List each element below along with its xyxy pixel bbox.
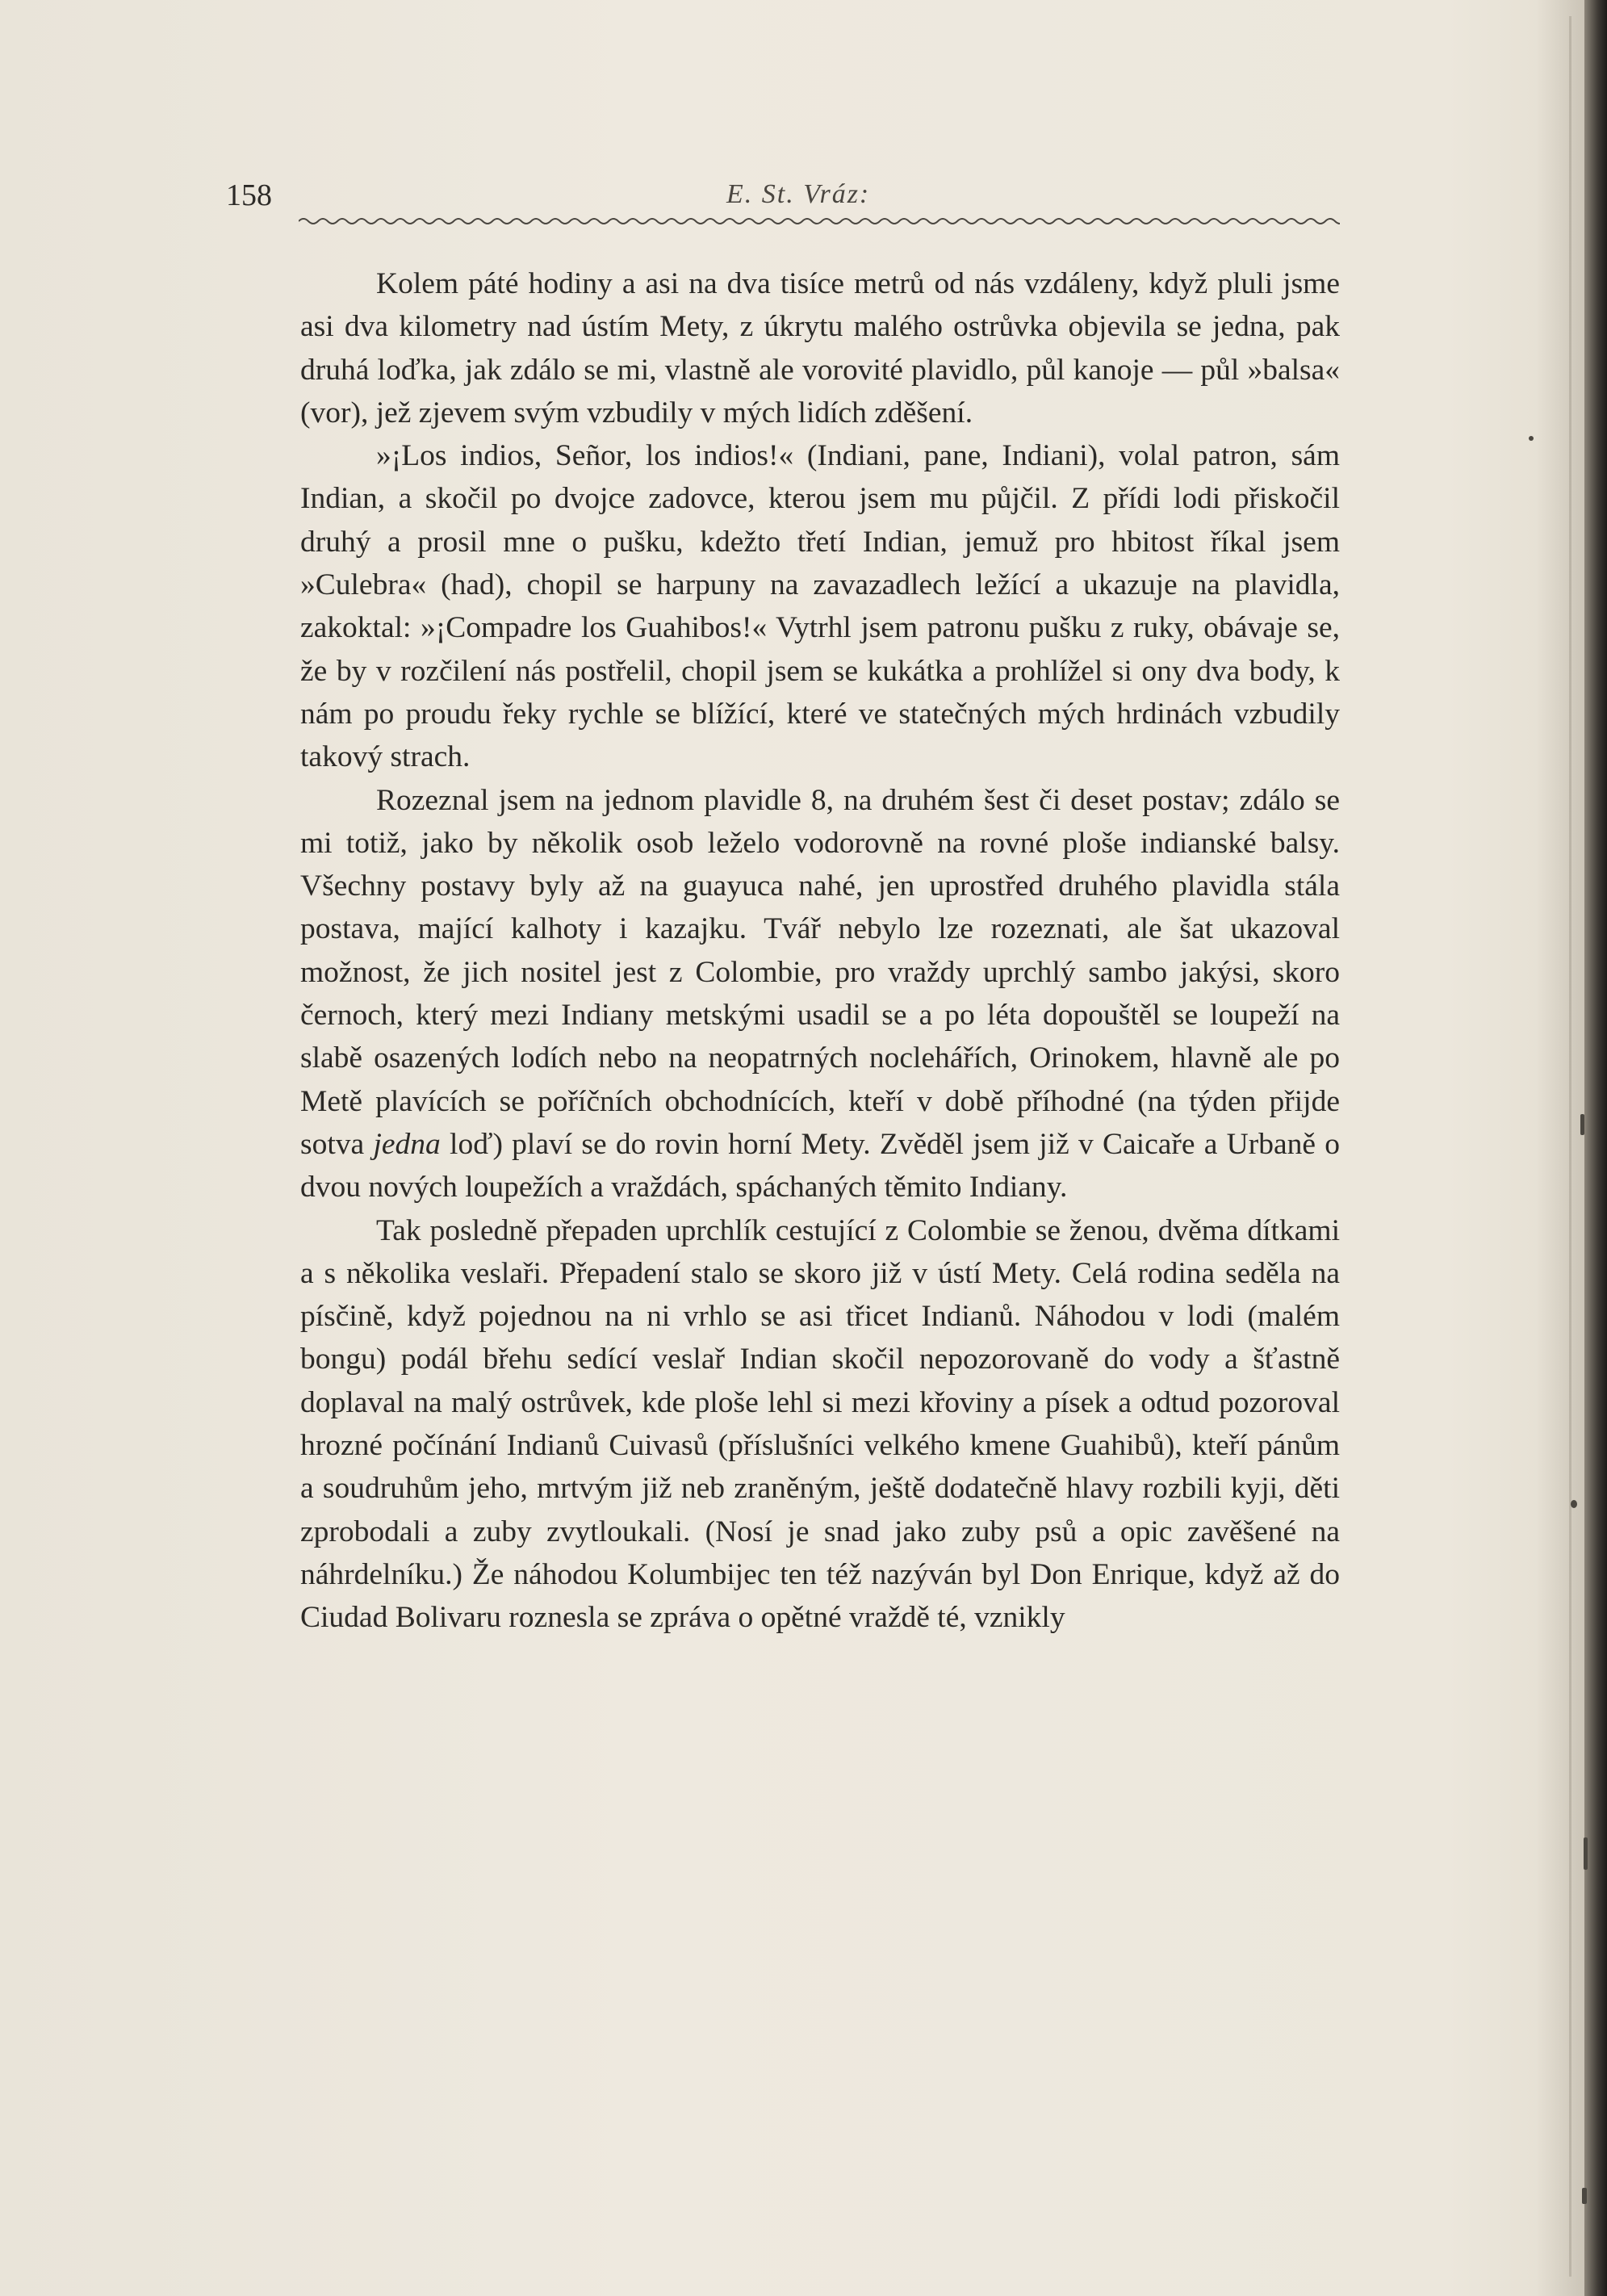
paragraph — [300, 779, 1340, 1209]
paragraph-text: loď) plaví se do rovin horní Mety. Zvěděl jsem již v Caicaře a Urbaně o dvou nových loupežích a vraždách, spáchaných těmito Indiany. — [300, 1127, 1341, 1205]
page-speck — [1584, 1837, 1588, 1870]
binding-edge — [1584, 0, 1607, 2296]
paragraph: Tak posledně přepaden uprchlík cestující z Colombie se ženou, dvěma dítkami a s několika veslaři. Přepadení stalo se skoro již v ústí Mety. Celá rodina seděla na písčině, když pojednou na ni vrhlo se asi třicet Indianů. Náhodou v lodi (malém bongu) podál břehu sedící veslař Indian skočil nepozorovaně do vody a šťastně doplaval na malý ostrůvek, kde ploše lehl si mezi křoviny a písek a odtud pozoroval hrozné počínání Indianů Cuivasů (příslušníci velkého kmene Guahibů), kteří pánům a soudruhům jeho, mrtvým již neb zraněným, ještě dodatečně hlavy rozbili kyji, děti zprobodali a zuby zvytloukali. (Nosí je snad jako zuby psů a opic zavěšené na náhrdelníku.) Že náhodou Kolumbijec ten též nazýván byl Don Enrique, když až do Ciudad Bolivaru roznesla se zpráva o opětné vraždě té, vznikly — [300, 1213, 1340, 1635]
page-speck — [1580, 1114, 1584, 1135]
page-speck — [1571, 1500, 1577, 1508]
header-wavy-rule — [299, 213, 1340, 229]
page-fold-line — [1569, 16, 1571, 2277]
page-speck — [1582, 2188, 1587, 2204]
page-number: 158 — [226, 178, 272, 212]
paragraph: Kolem páté hodiny a asi na dva tisíce metrů od nás vzdáleny, když pluli jsme asi dva kilometry nad ústím Mety, z úkrytu malého ostrůvka objevila se jedna, pak druhá loďka, jak zdálo se mi, vlastně ale vorovité plavidlo, půl kanoje — půl »balsa« (vor), jež zjevem svým vzbudily v mých lidích zděšení. — [300, 267, 1340, 429]
body-text — [300, 262, 1340, 1640]
running-head: E. St. Vráz: — [726, 179, 871, 209]
page-speck — [1529, 436, 1534, 441]
binding-shadow — [1536, 0, 1584, 2296]
paragraph-text: Rozeznal jsem na jednom plavidle 8, na druhém šest či deset postav; zdálo se mi totiž, jako by několik osob leželo vodorovně na rovné ploše indianské balsy. Všechny postavy byly až na guayuca nahé, jen uprostřed druhého plavidla stála postava, mající kalhoty i kazajku. Tvář nebylo lze rozeznati, ale šat ukazoval možnost, že jich nositel jest z Colombie, pro vraždy uprchlý sambo jakýsi, skoro černoch, který mezi Indiany metskými usadil se a po léta dopouštěl se loupeží na slabě osazených lodích nebo na neopatrných noclehářích, Orinokem, hlavně ale po Metě plavících se poříčních obchodnících, kteří v době příhodné (na týden přijde sotva — [300, 783, 1340, 1161]
paragraph: »¡Los indios, Señor, los indios!« (Indiani, pane, Indiani), volal patron, sám Indian, a skočil po dvojce zadovce, kterou jsem mu půjčil. Z přídi lodi přiskočil druhý a prosil mne o pušku, kdežto třetí Indian, jemuž pro hbitost říkal jsem »Culebra« (had), chopil se harpuny na zavazadlech ležící a ukazuje na plavidla, zakoktal: »¡Compadre los Guahibos!« Vytrhl jsem patronu pušku z ruky, obávaje se, že by v rozčilení nás postřelil, chopil jsem se kukátka a prohlížel si ony dva body, k nám po proudu řeky rychle se blížící, které ve statečných mých hrdinách vzbudily takový strach. — [300, 439, 1340, 774]
emphasis-text: jedna — [373, 1127, 441, 1161]
